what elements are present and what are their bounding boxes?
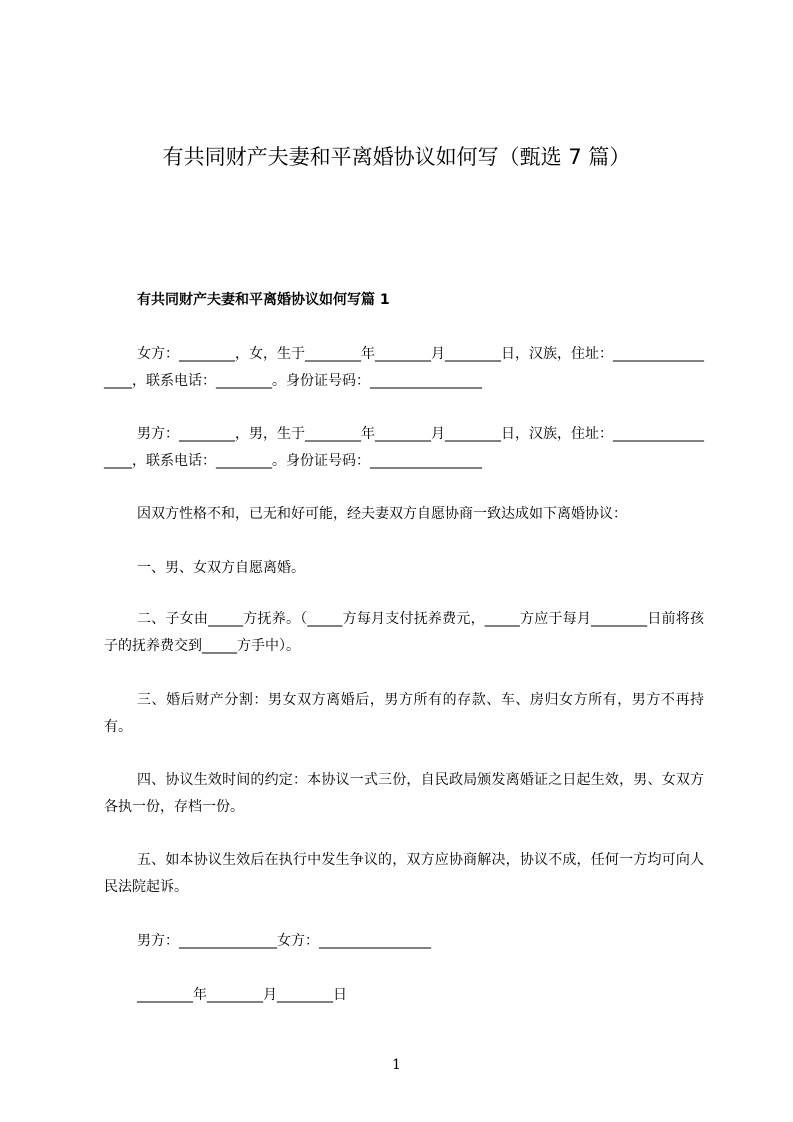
section-heading: 有共同财产夫妻和平离婚协议如何写篇 1 xyxy=(137,292,390,308)
female-party-paragraph: 女方：________，女，生于________年________月________日，汉族，住址：_________________，联系电话：________。身份证号码：________________ xyxy=(104,346,704,389)
signature-line: 男方：______________女方：________________ xyxy=(137,933,431,949)
clause-3-paragraph: 三、婚后财产分割：男女双方离婚后，男方所有的存款、车、房归女方所有，男方不再持有。 xyxy=(104,692,704,735)
date-line: ________年________月________日 xyxy=(137,987,347,1003)
clause-5-paragraph: 五、如本协议生效后在执行中发生争议的，双方应协商解决，协议不成，任何一方均可向人民法院起诉。 xyxy=(104,852,704,895)
clause-2-paragraph: 二、子女由_____方抚养。（_____方每月支付抚养费元，_____方应于每月________日前将孩子的抚养费交到_____方手中）。 xyxy=(104,611,704,654)
page-number: 1 xyxy=(392,1057,401,1073)
clause-4-paragraph: 四、协议生效时间的约定：本协议一式三份，自民政局颁发离婚证之日起生效，男、女双方各执一份，存档一份。 xyxy=(104,772,704,815)
clause-1-paragraph: 一、男、女双方自愿离婚。 xyxy=(137,560,305,576)
intro-paragraph: 因双方性格不和，已无和好可能，经夫妻双方自愿协商一致达成如下离婚协议： xyxy=(137,506,627,522)
document-title: 有共同财产夫妻和平离婚协议如何写（甄选 7 篇） xyxy=(162,145,631,169)
male-party-paragraph: 男方：________，男，生于________年________月________日，汉族，住址：_________________，联系电话：________。身份证号码：________________ xyxy=(104,426,704,469)
